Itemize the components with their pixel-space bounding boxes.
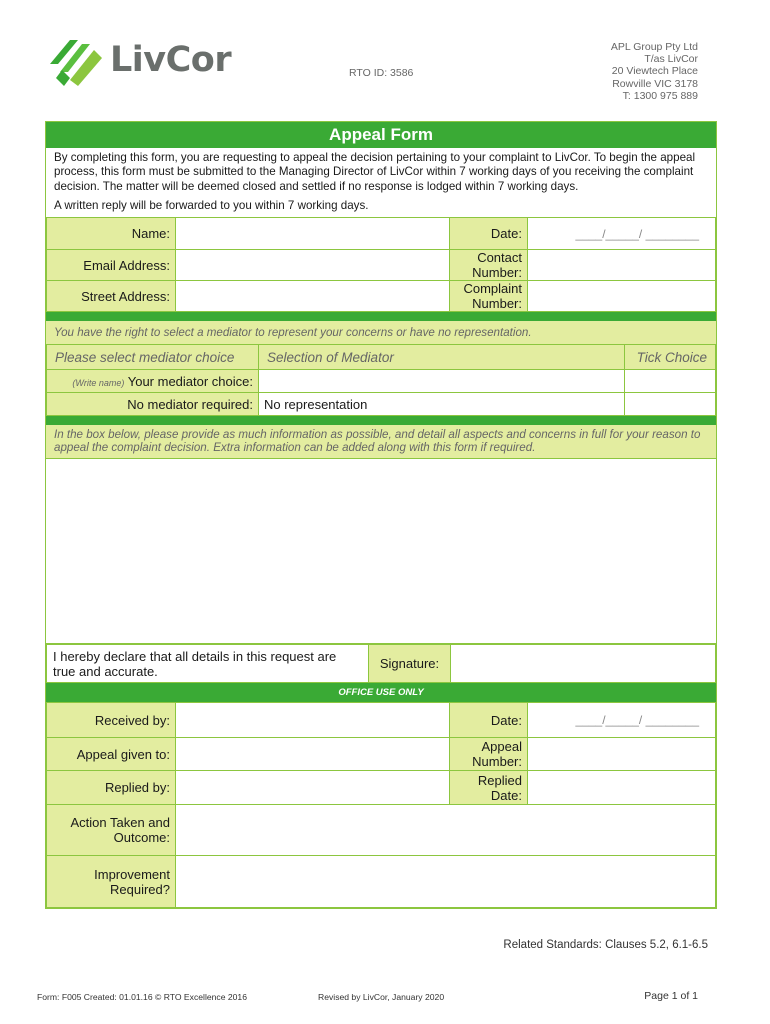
date-label: Date:	[450, 218, 528, 250]
office-table	[46, 702, 716, 908]
replied-by-field[interactable]	[176, 771, 450, 805]
office-date-label: Date:	[450, 703, 528, 738]
address-line: APL Group Pty Ltd	[610, 41, 698, 53]
replied-date-field[interactable]	[528, 771, 716, 805]
mediator-col-choice: Please select mediator choice	[47, 345, 259, 370]
address-line: 20 Viewtech Place	[611, 65, 698, 78]
no-representation-text: No representation	[259, 393, 625, 416]
complaint-number-label: Complaint Number:	[450, 281, 528, 312]
mediator-table	[46, 344, 716, 416]
intro-reply-note: A written reply will be forwarded to you within 7 working days.	[54, 198, 369, 212]
company-address	[611, 41, 698, 102]
received-by-field[interactable]	[176, 703, 450, 738]
street-address-field[interactable]	[176, 281, 450, 312]
write-name-hint: (Write name)	[72, 377, 125, 388]
improvement-field[interactable]	[176, 856, 716, 908]
appeal-number-label: Appeal Number:	[450, 738, 528, 771]
contact-number-label: Contact Number:	[450, 250, 528, 281]
date-field[interactable]: ____/_____/ ________	[528, 218, 716, 250]
action-taken-field[interactable]	[176, 805, 716, 856]
appeal-number-field[interactable]	[528, 738, 716, 771]
section-divider	[46, 416, 716, 425]
no-mediator-tick-box[interactable]	[625, 393, 716, 416]
your-mediator-text: Your mediator choice:	[127, 373, 253, 389]
action-taken-label: Action Taken and Outcome:	[47, 805, 176, 856]
no-mediator-label: No mediator required:	[47, 393, 259, 416]
address-line: T/as LivCor	[644, 53, 698, 66]
your-mediator-label	[47, 370, 259, 393]
mediator-col-selection: Selection of Mediator	[259, 345, 625, 370]
replied-by-label: Replied by:	[47, 771, 176, 805]
email-label: Email Address:	[47, 250, 176, 281]
complaint-number-field[interactable]	[528, 281, 716, 312]
name-label: Name:	[47, 218, 176, 250]
footer-form-info: Form: F005 Created: 01.01.16 © RTO Excellence 2016	[37, 992, 247, 1002]
improvement-label: Improvement Required?	[47, 856, 176, 908]
footer-page-number: Page 1 of 1	[644, 990, 698, 1002]
intro-paragraph: By completing this form, you are requesting to appeal the decision pertaining to your complaint to LivCor. To begin the appeal process, this form must be submitted to the Managing Director of LivCor within 7 working days of you receiving the complaint decision. The matter will be deemed closed and settled if no response is lodged within 7 working days.	[54, 151, 696, 193]
appeal-given-to-label: Appeal given to:	[47, 738, 176, 771]
declaration-text: I hereby declare that all details in this request are true and accurate.	[47, 645, 369, 683]
contact-number-field[interactable]	[528, 250, 716, 281]
mediator-note: You have the right to select a mediator to represent your concerns or have no representation.	[46, 321, 716, 344]
street-address-label: Street Address:	[47, 281, 176, 312]
signature-field[interactable]	[451, 645, 716, 683]
logo-text: LivCor	[110, 40, 232, 80]
declaration-table	[46, 644, 716, 683]
address-line: T: 1300 975 889	[622, 89, 698, 102]
form-intro	[46, 148, 716, 217]
office-date-field[interactable]: ____/_____/ ________	[528, 703, 716, 738]
details-instructions: In the box below, please provide as much information as possible, and detail all aspects and concerns in full for your reason to appeal the complaint decision. Extra information can be added along with this form if required.	[46, 425, 716, 458]
form-title: Appeal Form	[46, 122, 716, 148]
office-use-header: OFFICE USE ONLY	[46, 683, 716, 702]
appeal-details-box[interactable]	[46, 458, 716, 644]
address-line: Rowville VIC 3178	[612, 77, 698, 90]
footer-revised: Revised by LivCor, January 2020	[318, 992, 445, 1002]
email-field[interactable]	[176, 250, 450, 281]
section-divider	[46, 312, 716, 321]
appeal-form	[45, 121, 717, 909]
rto-id: RTO ID: 3586	[349, 67, 414, 79]
contact-table	[46, 217, 716, 312]
name-field[interactable]	[176, 218, 450, 250]
replied-date-label: Replied Date:	[450, 771, 528, 805]
livcor-leaf-icon	[48, 34, 106, 86]
appeal-given-to-field[interactable]	[176, 738, 450, 771]
livcor-logo	[48, 34, 238, 86]
signature-label: Signature:	[369, 645, 451, 683]
mediator-name-field[interactable]	[259, 370, 625, 393]
mediator-col-tick: Tick Choice	[625, 345, 716, 370]
mediator-tick-box[interactable]	[625, 370, 716, 393]
received-by-label: Received by:	[47, 703, 176, 738]
related-standards: Related Standards: Clauses 5.2, 6.1-6.5	[503, 939, 708, 951]
